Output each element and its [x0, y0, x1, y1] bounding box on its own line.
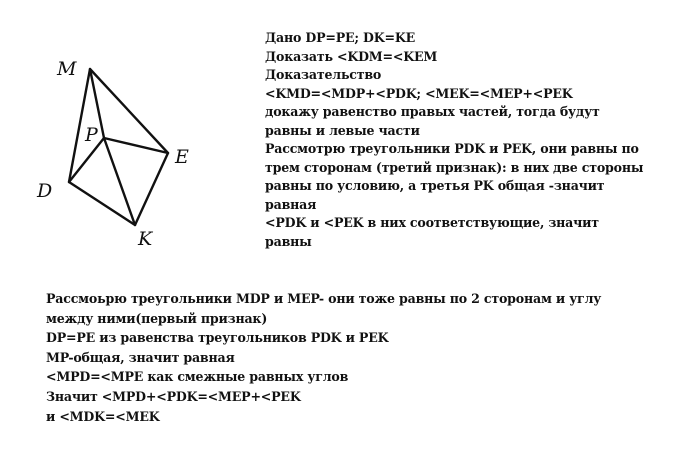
text-line: Рассмоьрю треугольники MDP и MEP- они тоже равны по 2 сторонам и углу [46, 291, 602, 306]
geometry-figure [25, 45, 235, 255]
text-line: <MPD=<MPE как смежные равных углов [46, 369, 349, 385]
vertex-label-e: E [175, 146, 189, 168]
prove-line: Доказать <KDM=<KEM [265, 48, 438, 64]
text-line: докажу равенство правых частей, тогда будут [265, 104, 600, 119]
segment-pe [104, 138, 168, 153]
text-line: Значит <MPD+<PDK=<MEP+<PEK [46, 388, 301, 404]
text-line: <PDK и <PEK в них соответствующие, значит [265, 215, 599, 230]
vertex-label-m: M [57, 58, 77, 80]
segment-pk [104, 138, 135, 225]
text-line: равны по условию, а третья PK общая -значит [265, 178, 605, 193]
text-line: трем сторонам (третий признак): в них две стороны [265, 159, 644, 175]
vertex-label-d: D [37, 180, 53, 202]
text-line: равная [265, 196, 317, 212]
conclusion-line: и <MDK=<MEK [46, 408, 160, 424]
text-line: MP-общая, значит равная [46, 349, 235, 365]
proof-heading: Доказательство [265, 67, 382, 82]
given-line: Дано DP=PE; DK=KE [265, 30, 415, 45]
text-line: равны и левые части [265, 122, 420, 138]
proof-text-top [265, 29, 665, 251]
vertex-label-k: K [138, 228, 153, 250]
text-line: Рассмотрю треугольники PDK и PEK, они равны по [265, 141, 639, 156]
text-line: между ними(первый признак) [46, 310, 268, 326]
text-line: DP=PE из равенства треугольников PDK и PEK [46, 330, 389, 346]
quadrilateral-diagram [25, 45, 235, 255]
vertex-label-p: P [85, 124, 98, 146]
text-line: равны [265, 233, 312, 249]
text-line: <KMD=<MDP+<PDK; <MEK=<MEP+<PEK [265, 85, 573, 101]
proof-text-bottom [46, 289, 656, 426]
outline-mdke [69, 69, 168, 225]
